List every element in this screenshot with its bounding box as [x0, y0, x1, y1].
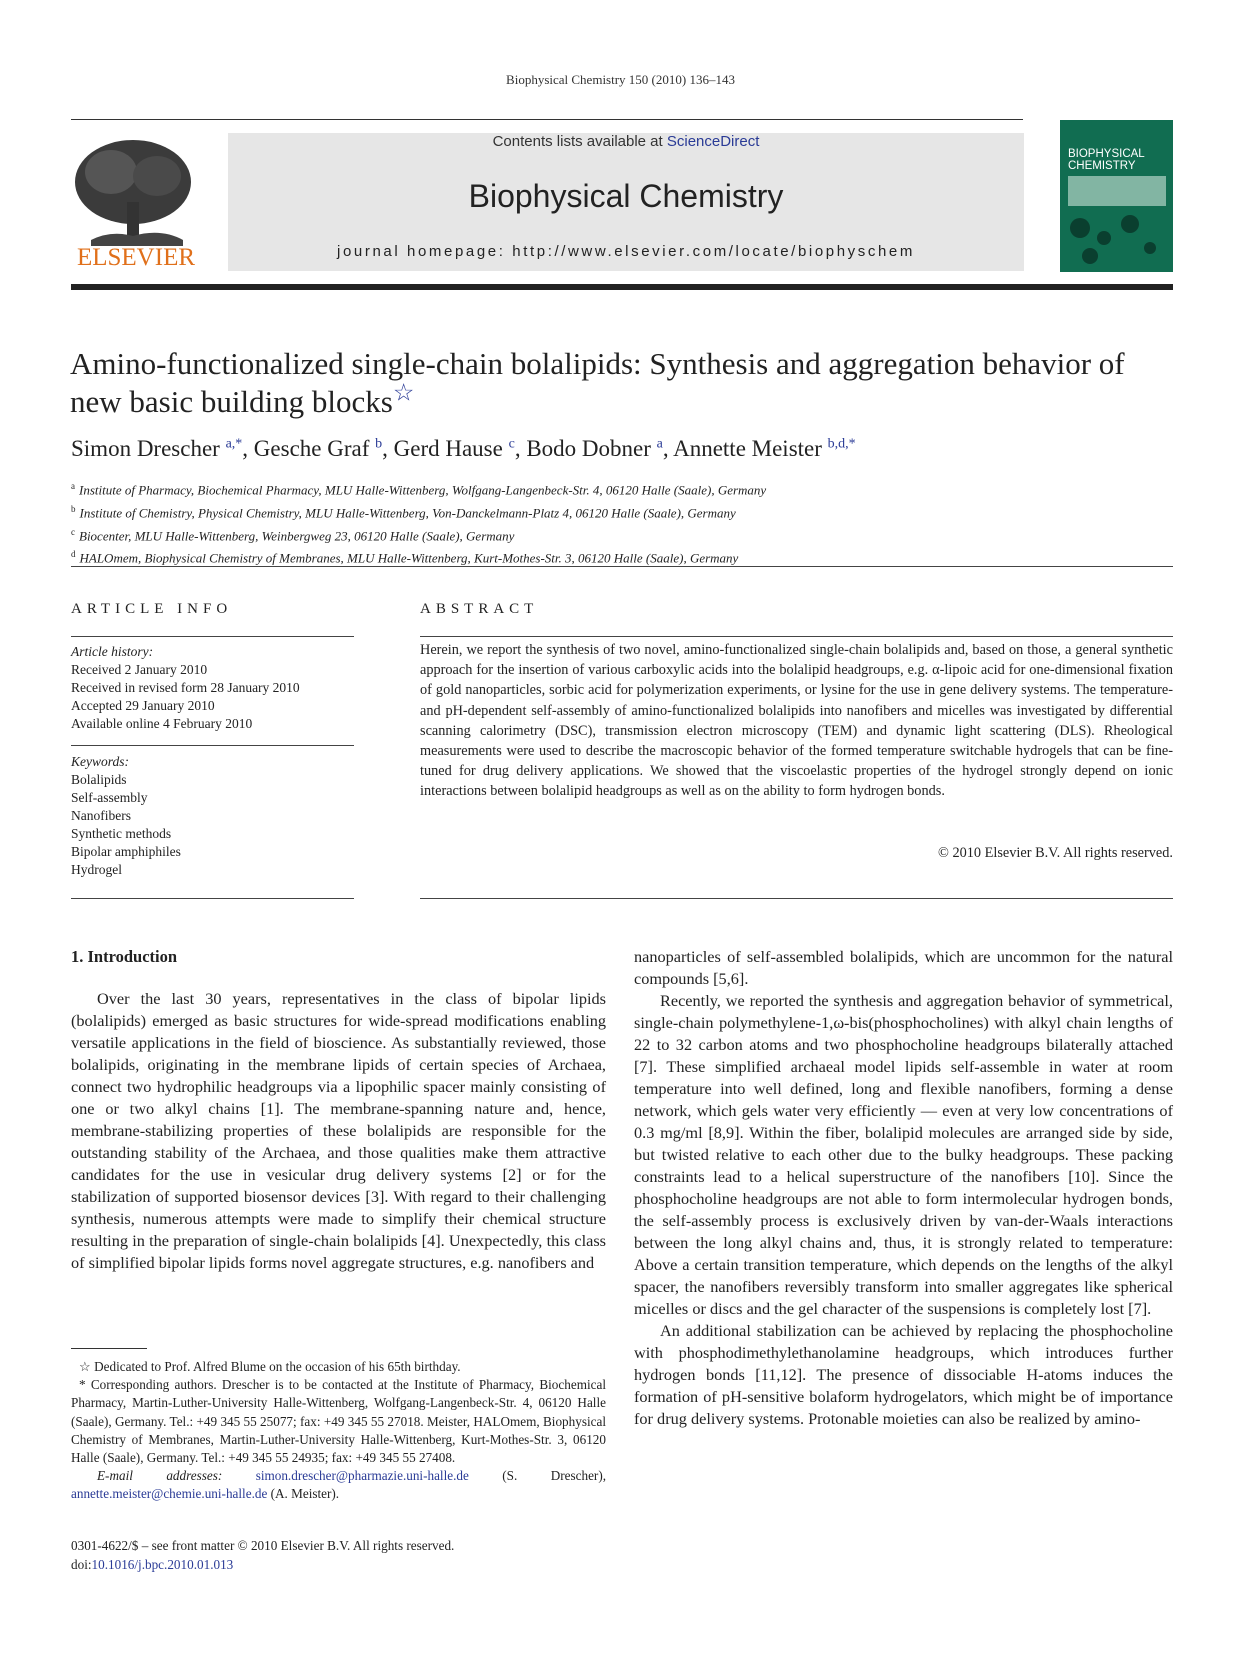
history-item: Received in revised form 28 January 2010 [71, 680, 300, 695]
body-paragraph: An additional stabilization can be achieved by replacing the phosphocholine with phosphodimethylethanolamine headgroups, which introduces further hydrogen bonds [11,12]. The presence of dissociable H-atoms induces the formation of pH-sensitive bolaform hydrogelators, which might be of importance for drug delivery systems. Protonable moieties can also be realized by amino- [634, 1321, 1173, 1428]
journal-cover-image[interactable] [1060, 120, 1173, 272]
cover-title-line1: BIOPHYSICAL [1068, 148, 1145, 160]
footnotes [71, 1358, 606, 1504]
title-footnote-star-icon[interactable]: ☆ [392, 380, 415, 407]
affiliation: $^a$ Institute of Pharmacy, Biochemical Pharmacy, MLU Halle-Wittenberg, Wolfgang-Langenbeck-Str. 4, 06120 Halle (Saale), Germany [71, 481, 767, 498]
journal-homepage-link[interactable]: journal homepage: http://www.elsevier.com/locate/biophyschem [337, 243, 915, 260]
article-title [70, 345, 1180, 421]
body-left-column [71, 946, 606, 1274]
abstract-text: Herein, we report the synthesis of two novel, amino-functionalized single-chain bolalipids and, based on those, a general synthetic approach for the insertion of various carboxylic acids into the bolalipid headgroups, e.g. α-lipoic acid for one-dimensional fixation of gold nanoparticles, sorbic acid for polymerization experiments, or lysine for the use in gene delivery systems. The temperature- and pH-dependent self-assembly of amino-functionalized bolalipids into nanofibers and micelles was investigated by differential scanning calorimetry (DSC), transmission electron microscopy (TEM) and dynamic light scattering (DLS). Rheological measurements were used to describe the macroscopic behavior of the formed temperature switchable hydrogels that can be fine-tuned for drug delivery applications. We showed that the viscoelastic properties of the hydrogel strongly depend on ionic interactions between bolalipid headgroups as well as on the ability to form hydrogen bonds. [420, 642, 1173, 800]
body-paragraph: Over the last 30 years, representatives in the class of bipolar lipids (bolalipids) emerged as basic structures for wide-spread modifications enabling versatile applications in the field of bioscience. As substantially reviewed, those bolalipids, originating in the membrane lipids of certain species of Archaea, connect two hydrophilic headgroups via a lipophilic spacer mainly consisting of one or two alkyl chains [1]. The membrane-spanning nature and, hence, membrane-stabilizing properties of these bolalipids are responsible for the outstanding stability of the Archaea, and those qualities make them attractive candidates for the use in vesicular drug delivery systems [2] or for the stabilization of supported biosensor devices [3]. With regard to their challenging synthesis, numerous attempts were made to simplify their chemical structure resulting in the preparation of single-chain bolalipids [4]. Unexpectedly, this class of simplified bipolar lipids forms novel aggregate structures, e.g. nanofibers and [71, 989, 606, 1272]
journal-title: Biophysical Chemistry [468, 178, 784, 214]
history-item: Received 2 January 2010 [71, 662, 208, 677]
doi-link[interactable]: 10.1016/j.bpc.2010.01.013 [91, 1556, 234, 1572]
author-list: Simon Drescher $^{a,*}$, Gesche Graf $^b$, Gerd Hause $^c$, Bodo Dobner $^a$, Annette Meister $^{b,d,*}$ [71, 436, 856, 461]
author[interactable]: Bodo Dobner $^a$ [526, 436, 663, 461]
affiliation: $^d$ HALOmem, Biophysical Chemistry of Membranes, MLU Halle-Wittenberg, Kurt-Mothes-Str. 3, 06120 Halle (Saale), Germany [71, 549, 739, 566]
author[interactable]: Gerd Hause $^c$ [393, 436, 515, 461]
article-info-label: ARTICLE INFO [71, 601, 233, 617]
section-heading: 1. Introduction [71, 947, 178, 966]
contents-prefix: Contents lists available at [492, 133, 667, 150]
affiliations [71, 477, 1171, 568]
header-bottom-rule [71, 284, 1173, 290]
keywords-label: Keywords: [71, 754, 129, 769]
email-link[interactable]: simon.drescher@pharmazie.uni-halle.de [255, 1468, 469, 1484]
corresponding-footnote: * Corresponding authors. Drescher is to be contacted at the Institute of Pharmacy, Biochemical Pharmacy, Martin-Luther-University Halle-Wittenberg, Wolfgang-Langenbeck-Str. 4, 06120 Halle (Saale), Germany. Tel.: +49 345 55 25077; fax: +49 345 55 27018. Meister, HALOmem, Biophysical Chemistry of Membranes, Martin-Luther-University Halle-Wittenberg, Kurt-Mothes-Str. 3, 06120 Halle (Saale), Germany. Tel.: +49 345 55 24935; fax: +49 345 55 27408. [71, 1377, 606, 1466]
cover-title [1068, 148, 1145, 172]
affiliation: $^b$ Institute of Chemistry, Physical Chemistry, MLU Halle-Wittenberg, Von-Danckelmann-Platz 4, 06120 Halle (Saale), Germany [71, 503, 736, 521]
author[interactable]: Simon Drescher $^{a,*}$ [71, 436, 243, 461]
keywords-rule [71, 898, 354, 899]
abstract-bottom-rule [420, 898, 1173, 899]
article-info-rule [71, 636, 354, 637]
keyword: Bipolar amphiphiles [71, 844, 181, 859]
email-footnote: E-mail addresses: simon.drescher@pharmazie.uni-halle.de (S. Drescher), annette.meister@chemie.uni-halle.de (A. Meister). [71, 1468, 607, 1502]
header-top-rule [71, 119, 1023, 120]
footnote-rule [71, 1348, 147, 1349]
history-item: Accepted 29 January 2010 [71, 698, 215, 713]
abstract-copyright: © 2010 Elsevier B.V. All rights reserved. [938, 845, 1173, 861]
body-right-column [634, 946, 1173, 1430]
elsevier-tree-icon [71, 132, 201, 272]
email-label: E-mail addresses: [97, 1468, 223, 1484]
body-paragraph: Recently, we reported the synthesis and aggregation behavior of symmetrical, single-chain polymethylene-1,ω-bis(phosphocholines) with alkyl chain lengths of 22 to 32 carbon atoms and two phosphocholine headgroups bilaterally attached [7]. These simplified archaeal model lipids self-assemble in water at room temperature into well defined, long and flexible nanofibers, forming a dense network, which gels water very efficiently — even at very low concentrations of 0.3 mg/ml [8,9]. Within the fiber, bolalipid molecules are arranged side by side, but twisted relative to each other due to the bulky headgroups. These packing constraints lead to a helical superstructure of the nanofibers [10]. Since the phosphocholine headgroups are not able to form intermolecular hydrogen bonds, the self-assembly process is exclusively driven by van-der-Waals interactions between the long alkyl chains and, thus, it is strongly related to temperature: Above a certain transition temperature, which depends on the lengths of the alkyl spacer, the nanofibers reversibly transform into smaller aggregates like spherical micelles or discs and the gel character of the suspensions is completely lost [7]. [634, 991, 1173, 1318]
contents-line [228, 133, 1024, 150]
keyword: Self-assembly [71, 790, 148, 805]
elsevier-wordmark: ELSEVIER [76, 244, 196, 271]
affiliations-divider [71, 566, 1173, 567]
author[interactable]: Gesche Graf $^b$ [253, 436, 383, 461]
body-paragraph: nanoparticles of self-assembled bolalipids, which are uncommon for the natural compounds [5,6]. [634, 947, 1173, 988]
author[interactable]: Annette Meister $^{b,d,*}$ [673, 436, 856, 461]
cover-art-icon [1060, 120, 1173, 272]
footnote-asterisk: * [79, 1377, 86, 1393]
article-title-line1: Amino-functionalized single-chain bolalipids: Synthesis and aggregation behavior of [70, 346, 1125, 381]
sciencedirect-link[interactable]: ScienceDirect [666, 133, 760, 150]
keywords [71, 753, 181, 879]
dedication-footnote: ☆ Dedicated to Prof. Alfred Blume on the occasion of his 65th birthday. [79, 1359, 461, 1374]
keyword: Hydrogel [71, 862, 122, 877]
elsevier-logo[interactable] [71, 132, 201, 272]
keyword: Bolalipids [71, 772, 127, 787]
history-label: Article history: [71, 644, 154, 659]
abstract-rule [420, 636, 1173, 637]
email-link[interactable]: annette.meister@chemie.uni-halle.de [71, 1486, 268, 1502]
article-history [71, 643, 300, 733]
abstract-label: ABSTRACT [420, 601, 539, 617]
keyword: Nanofibers [71, 808, 131, 823]
issn-line: 0301-4622/$ – see front matter © 2010 Elsevier B.V. All rights reserved. [71, 1538, 455, 1553]
article-title-line2: new basic building blocks [70, 384, 393, 419]
front-matter [71, 1537, 454, 1574]
keyword: Synthetic methods [71, 826, 172, 841]
footnote-star-icon: ☆ [79, 1359, 91, 1374]
history-rule [71, 745, 354, 746]
cover-title-line2: CHEMISTRY [1068, 160, 1136, 172]
history-item: Available online 4 February 2010 [71, 716, 253, 731]
doi-line: doi:10.1016/j.bpc.2010.01.013 [71, 1556, 234, 1572]
affiliation: $^c$ Biocenter, MLU Halle-Wittenberg, Weinbergweg 23, 06120 Halle (Saale), Germany [71, 526, 515, 543]
running-head: Biophysical Chemistry 150 (2010) 136–143 [506, 72, 735, 87]
